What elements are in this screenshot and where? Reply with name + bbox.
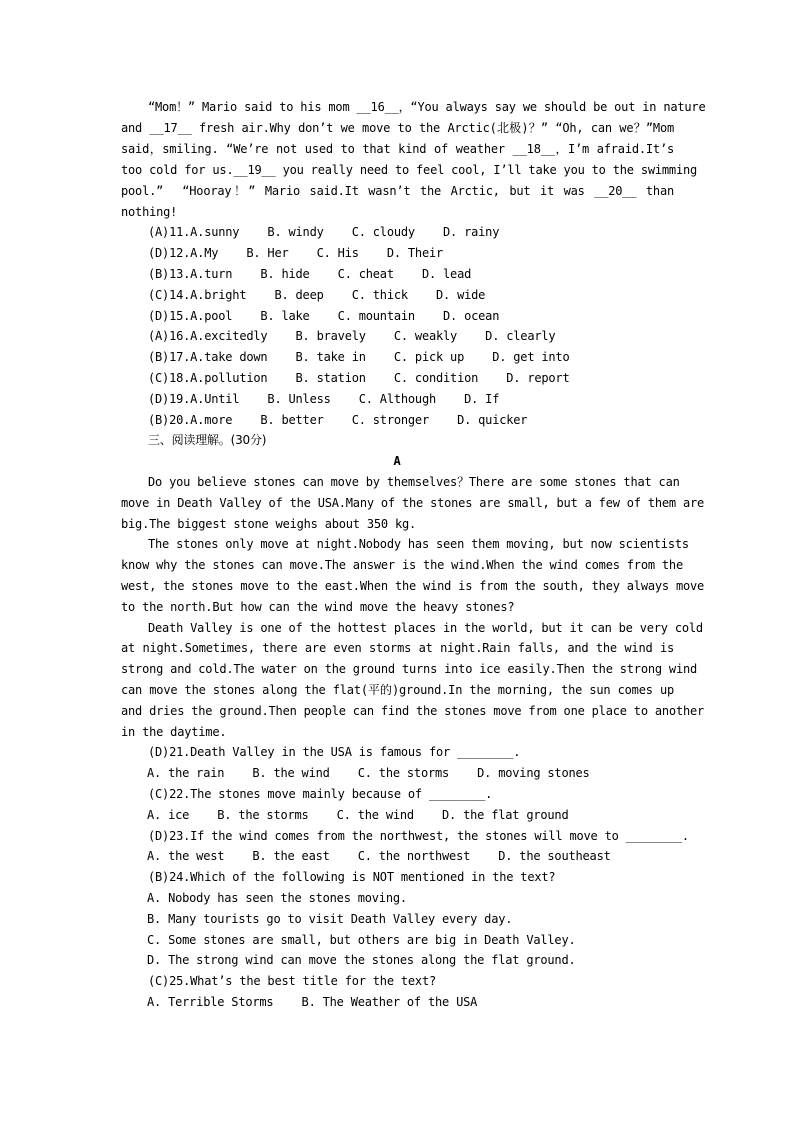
passage-a-line-9: at night.Sometimes, there are even storms at night.Rain falls, and the wind is [121,641,674,655]
reading-question-23: (D)23.If the wind comes from the northwest, the stones will move to ________. [148,829,689,843]
passage-intro-line-2: and __17__ fresh air.Why don’t we move to the Arctic(北极)？” “Oh, can we？”Mom [121,121,674,135]
passage-intro-line-6: nothing! [121,205,178,219]
cloze-question-14: (C)14.A.bright B. deep C. thick D. wide [148,288,486,302]
reading-question-24: (B)24.Which of the following is NOT mentioned in the text? [148,870,556,884]
reading-question-24-option-b: B. Many tourists go to visit Death Valley every day. [147,912,513,926]
passage-label: A [393,454,401,468]
reading-question-21-options: A. the rain B. the wind C. the storms D. moving stones [147,766,590,780]
cloze-question-17: (B)17.A.take down B. take in C. pick up D. get into [148,350,570,364]
passage-a-line-5: know why the stones can move.The answer is the wind.When the wind comes from the [121,558,683,572]
passage-a-line-11: can move the stones along the flat(平的)ground.In the morning, the sun comes up [121,683,674,697]
passage-a-line-7: to the north.But how can the wind move the heavy stones? [121,600,515,614]
passage-a-line-12: and dries the ground.Then people can find the stones move from one place to another [121,704,705,718]
passage-a-line-8: Death Valley is one of the hottest places in the world, but it can be very cold [148,621,703,635]
passage-intro-line-3: said，smiling. “We’re not used to that kind of weather __18__，I’m afraid.It’s [121,142,674,156]
cloze-question-15: (D)15.A.pool B. lake C. mountain D. ocean [148,309,500,323]
section-heading: 三、阅读理解。(30分) [148,433,267,447]
passage-a-line-10: strong and cold.The water on the ground turns into ice easily.Then the strong wind [121,662,698,676]
passage-a-line-3: big.The biggest stone weighs about 350 kg. [121,517,417,531]
passage-a-line-13: in the daytime. [121,725,227,739]
reading-question-21: (D)21.Death Valley in the USA is famous for ________. [148,745,521,759]
passage-a-line-4: The stones only move at night.Nobody has seen them moving, but now scientists [148,537,689,551]
cloze-question-12: (D)12.A.My B. Her C. His D. Their [148,246,444,260]
reading-question-24-option-c: C. Some stones are small, but others are big in Death Valley. [147,933,576,947]
cloze-question-20: (B)20.A.more B. better C. stronger D. quicker [148,413,528,427]
passage-a-line-1: Do you believe stones can move by themselves？There are some stones that can [148,475,680,489]
passage-intro-line-4: too cold for us.__19__ you really need to feel cool, I’ll take you to the swimming [121,163,698,177]
cloze-question-13: (B)13.A.turn B. hide C. cheat D. lead [148,267,472,281]
reading-question-25-options: A. Terrible Storms B. The Weather of the USA [147,995,478,1009]
reading-question-23-options: A. the west B. the east C. the northwest D. the southeast [147,849,611,863]
passage-a-line-6: west, the stones move to the east.When the wind is from the south, they always move [121,579,705,593]
reading-question-24-option-a: A. Nobody has seen the stones moving. [147,891,407,905]
reading-question-24-option-d: D. The strong wind can move the stones along the flat ground. [147,953,576,967]
passage-a-line-2: move in Death Valley of the USA.Many of the stones are small, but a few of them are [121,496,705,510]
passage-intro-line-5: pool.” “Hooray！” Mario said.It wasn’t the Arctic, but it was __20__ than [121,184,674,198]
reading-question-22: (C)22.The stones move mainly because of ________. [148,787,493,801]
cloze-question-11: (A)11.A.sunny B. windy C. cloudy D. rainy [148,225,500,239]
cloze-question-18: (C)18.A.pollution B. station C. condition D. report [148,371,570,385]
passage-intro-line-1: “Mom！” Mario said to his mom __16__，“You always say we should be out in nature [148,100,706,114]
cloze-question-16: (A)16.A.excitedly B. bravely C. weakly D. clearly [148,329,556,343]
cloze-question-19: (D)19.A.Until B. Unless C. Although D. If [148,392,500,406]
reading-question-25: (C)25.What’s the best title for the text? [148,974,437,988]
reading-question-22-options: A. ice B. the storms C. the wind D. the flat ground [147,808,569,822]
